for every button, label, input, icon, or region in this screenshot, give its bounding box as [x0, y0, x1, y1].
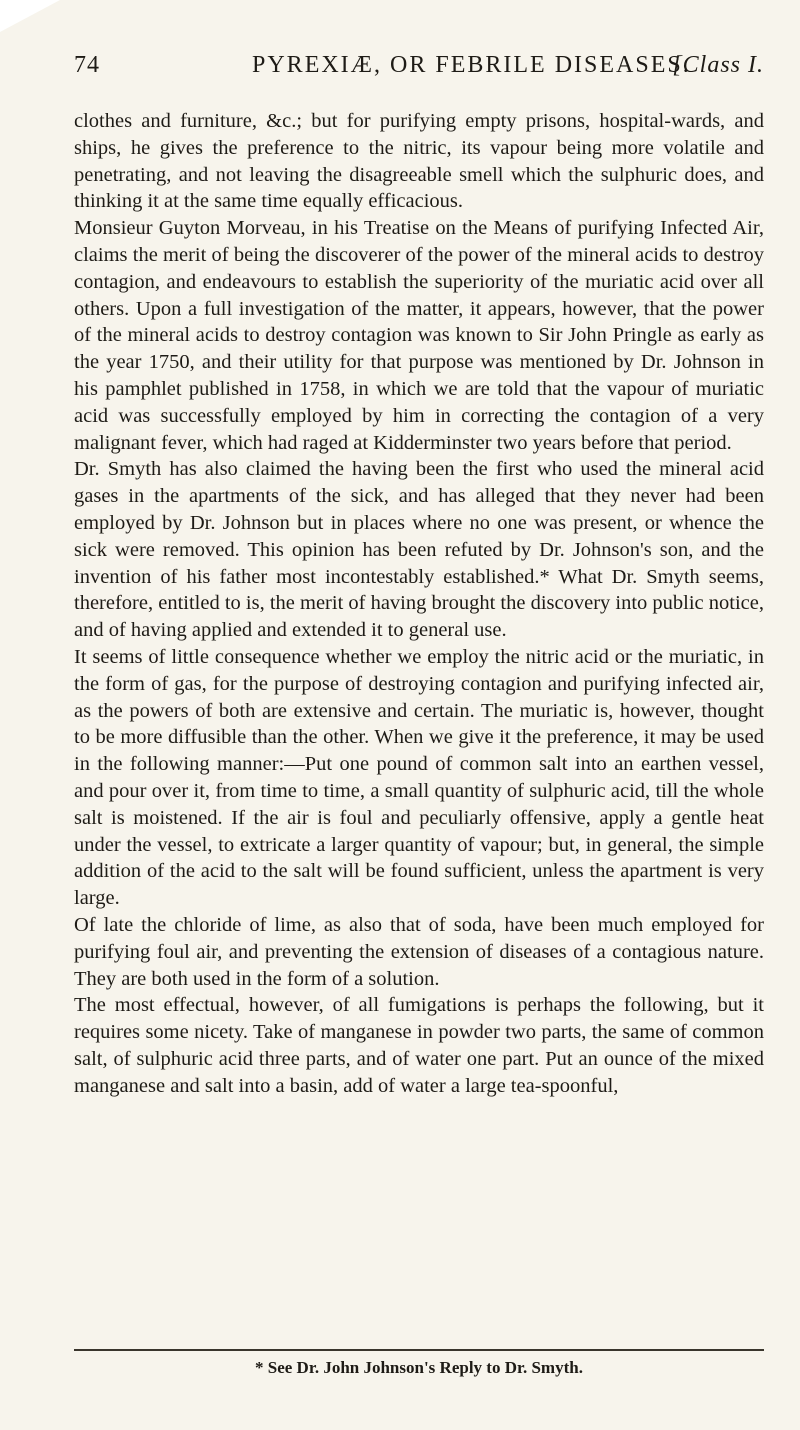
paragraph-6: The most effectual, however, of all fumigations is perhaps the following, but it requires some nicety. Take of manganese in powder two parts, the same of common salt, of sulphuric acid three parts, and of water one part. Put an ounce of the mixed manganese and salt into a basin, add of water a large tea-spoonful,: [74, 994, 764, 1097]
footnote: * See Dr. John Johnson's Reply to Dr. Smyth.: [255, 1358, 583, 1377]
paragraph-1: clothes and furniture, &c.; but for purifying empty prisons, hospital-wards, and ships, he gives the preference to the nitric, its vapour being more volatile and penetrating, and not leaving the disagreeable smell which the sulphuric does, and thinking it at the same time equally efficacious.: [74, 110, 764, 213]
class-label: [Class I.: [672, 52, 764, 78]
page-corner-fold: [0, 0, 60, 32]
body-text: [74, 108, 764, 1099]
page-header: [74, 52, 764, 82]
footnote-divider: [74, 1349, 764, 1351]
running-title: PYREXIÆ, OR FEBRILE DISEASES.: [252, 52, 691, 78]
paragraph-4: It seems of little consequence whether we employ the nitric acid or the muriatic, in the form of gas, for the purpose of destroying contagion and purifying infected air, as the powers of both are extensive and certain. The muriatic is, however, thought to be more diffusible than the other. When we give it the preference, it may be used in the following manner:—Put one pound of common salt into an earthen vessel, and pour over it, from time to time, a small quantity of sulphuric acid, till the whole salt is moistened. If the air is foul and peculiarly offensive, apply a gentle heat under the vessel, to extricate a larger quantity of vapour; but, in general, the simple addition of the acid to the salt will be found sufficient, unless the apartment is very large.: [74, 645, 764, 910]
paragraph-5: Of late the chloride of lime, as also that of soda, have been much employed for purifying foul air, and preventing the extension of diseases of a contagious nature. They are both used in the form of a solution.: [74, 913, 764, 990]
paragraph-3: Dr. Smyth has also claimed the having been the first who used the mineral acid gases in the apartments of the sick, and has alleged that they never had been employed by Dr. Johnson but in places where no one was present, or whence the sick were removed. This opinion has been refuted by Dr. Johnson's son, and the invention of his father most incontestably established.* What Dr. Smyth seems, therefore, entitled to is, the merit of having brought the discovery into public notice, and of having applied and extended it to general use.: [74, 458, 764, 642]
page-number: 74: [74, 52, 100, 78]
paragraph-2: Monsieur Guyton Morveau, in his Treatise on the Means of purifying Infected Air, claims the merit of being the discoverer of the power of the mineral acids to destroy contagion, and endeavours to establish the superiority of the muriatic acid over all others. Upon a full investigation of the matter, it appears, however, that the power of the mineral acids to destroy contagion was known to Sir John Pringle as early as the year 1750, and their utility for that purpose was mentioned by Dr. Johnson in his pamphlet published in 1758, in which we are told that the vapour of muriatic acid was successfully employed by him in correcting the contagion of a very malignant fever, which had raged at Kidderminster two years before that period.: [74, 217, 764, 454]
